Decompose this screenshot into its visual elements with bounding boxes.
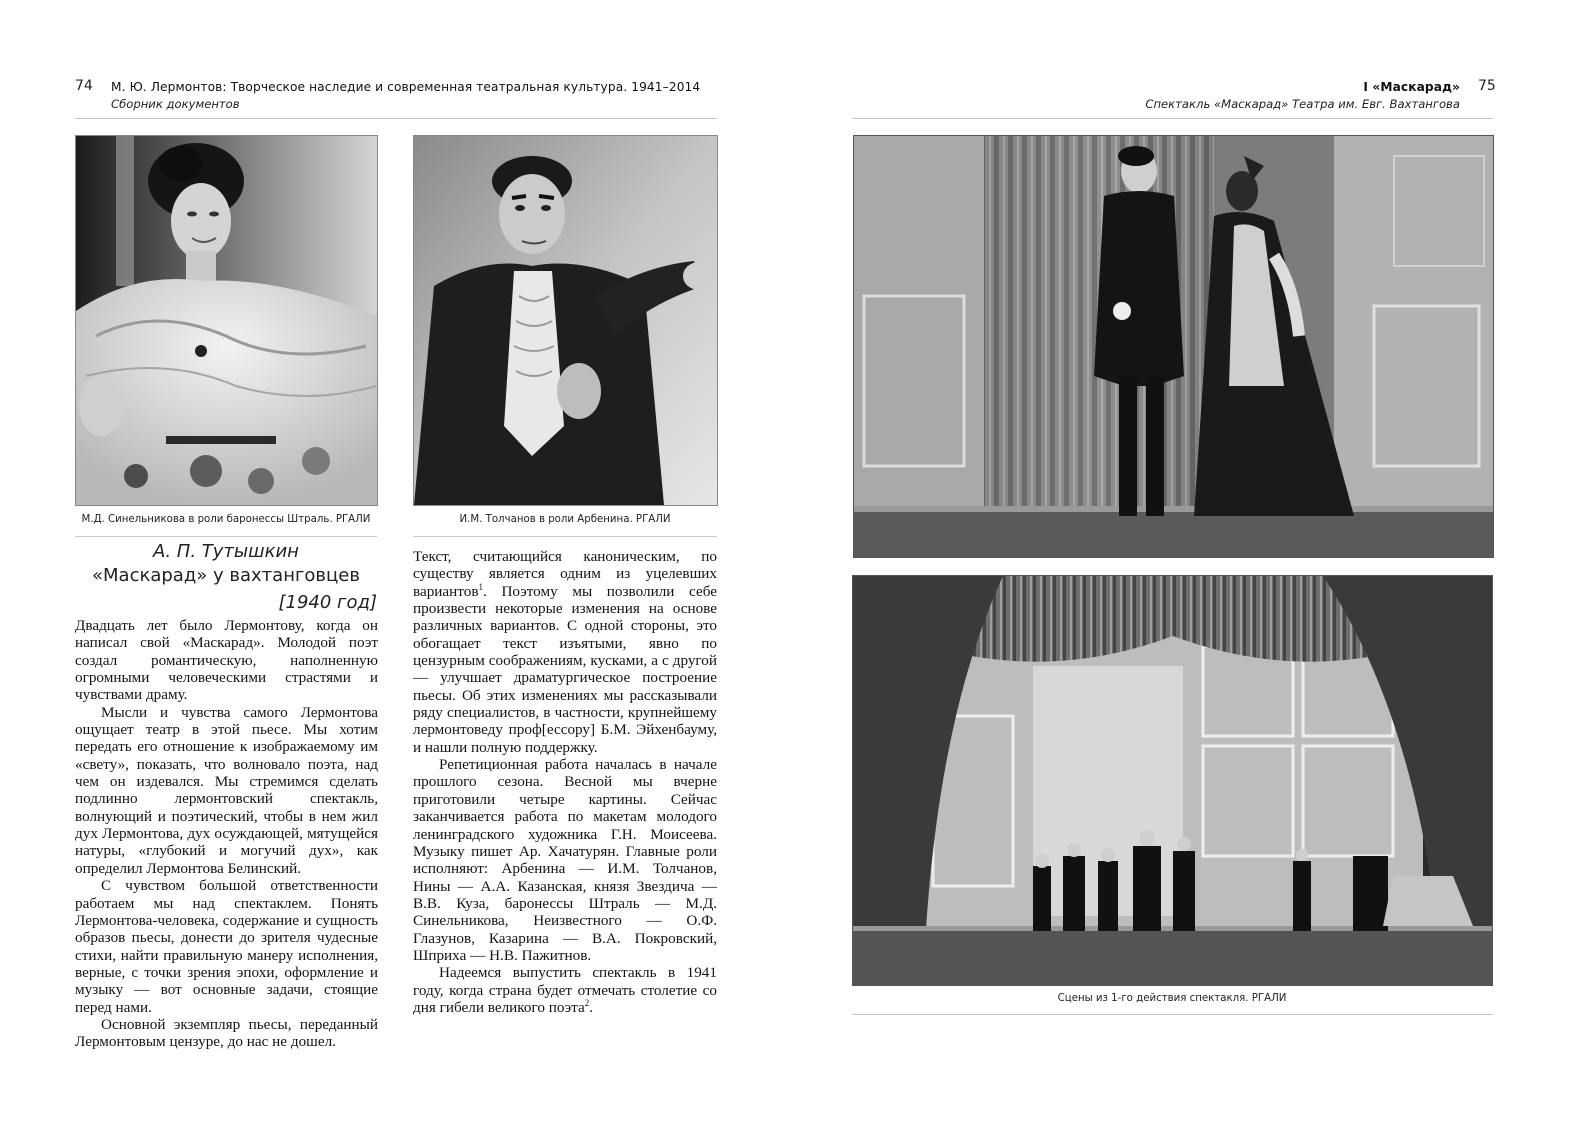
header-rule	[852, 118, 1493, 119]
running-title: I «Маскарад»	[1363, 80, 1460, 94]
photo-caption: И.М. Толчанов в роли Арбенина. РГАЛИ	[459, 514, 671, 525]
paragraph: Текст, считающийся каноническим, по существу является одним из уцелевших вариантов$^1$. Поэтому мы позволили себе произвести некоторые изменения на основе различных вариантов. С одной стороны, это обогащает текст изъятыми, явно по цензурным соображениям, кусками, а с другой — улучшает драматургическое построение пьесы. Об этих изменениях мы рассказывали ряду специалистов, в частности, крупнейшему лермонтоведу проф[ессору] Б.М. Эйхенбауму, и нашли полную поддержку.	[413, 548, 717, 756]
paragraph: С чувством большой ответственности работаем мы над спектаклем. Понять Лермонтова-человека, содержание и сущность образов пьесы, донести до зрителя чудесные стихи, найти правильную манеру исполнения, верные, с точки зрения эпохи, оформление и музыку — вот основные задачи, стоящие перед нами.	[75, 877, 378, 1016]
paragraph: Мысли и чувства самого Лермонтова ощущает театр в этой пьесе. Мы хотим передать его отношение к изображаемому им «свету», показать, что волновало поэта, над чем он издевался. Мы стремимся сделать подлинно лермонтовский спектакль, волнующий и поэтический, чтобы в нем жил дух Лермонтова, дух осуждающей, мятущейся натуры, «глубокий и могучий дух», как определил Лермонтова Белинский.	[75, 703, 378, 877]
caption-rule	[75, 536, 377, 537]
header-rule	[75, 118, 717, 119]
photo-stage-illustration	[853, 576, 1492, 985]
article-column-2	[413, 548, 717, 1016]
page-number: 74	[75, 78, 93, 94]
caption-rule	[852, 1014, 1493, 1015]
article-title: «Маскарад» у вахтанговцев	[92, 565, 360, 586]
article-column-1	[75, 617, 378, 1051]
photo-sinelnikova	[75, 135, 378, 506]
photo-caption: Сцены из 1-го действия спектакля. РГАЛИ	[1057, 993, 1287, 1004]
running-subtitle: Сборник документов	[111, 97, 240, 111]
paragraph: Основной экземпляр пьесы, переданный Лермонтовым цензуре, до нас не дошел.	[75, 1015, 378, 1051]
caption-rule	[413, 536, 717, 537]
photo-stage-scene-1	[853, 135, 1494, 558]
photo-stage-illustration	[854, 136, 1493, 557]
running-title: М. Ю. Лермонтов: Творческое наследие и современная театральная культура. 1941–2014	[111, 80, 701, 94]
running-subtitle: Спектакль «Маскарад» Театра им. Евг. Вахтангова	[1145, 97, 1460, 111]
photo-caption: М.Д. Синельникова в роли баронессы Штраль. РГАЛИ	[81, 514, 371, 525]
paragraph: Надеемся выпустить спектакль в 1941 году, когда страна будет отмечать столетие со дня гибели великого поэта$^2$.	[413, 964, 717, 1016]
photo-actress-illustration	[76, 136, 377, 505]
footnote-ref[interactable]: 2	[584, 997, 590, 1008]
photo-actor-illustration	[414, 136, 717, 505]
page-number: 75	[1478, 78, 1496, 94]
article-date: [1940 год]	[278, 592, 377, 613]
photo-stage-scene-2	[852, 575, 1493, 986]
paragraph: Двадцать лет было Лермонтову, когда он написал свой «Маскарад». Молодой поэт создал романтическую, наполненную огромными человеческими страстями и чувствами драму.	[75, 617, 378, 704]
photo-tolchanov	[413, 135, 718, 506]
paragraph: Репетиционная работа началась в начале прошлого сезона. Весной мы вчерне приготовили четыре картины. Сейчас заканчивается работа по макетам молодого ленинградского художника Г.Н. Моисеева. Музыку пишет Ар. Хачатурян. Главные роли исполняют: Арбенина — И.М. Толчанов, Нины — А.А. Казанская, князя Звездича — В.В. Куза, баронессы Штраль — М.Д. Синельникова, Неизвестного — О.Ф. Глазунов, Казарина — В.А. Покровский, Шприха — Н.В. Пажитнов.	[413, 756, 717, 964]
footnote-ref[interactable]: 1	[478, 581, 484, 592]
article-author: А. П. Тутышкин	[153, 541, 299, 562]
